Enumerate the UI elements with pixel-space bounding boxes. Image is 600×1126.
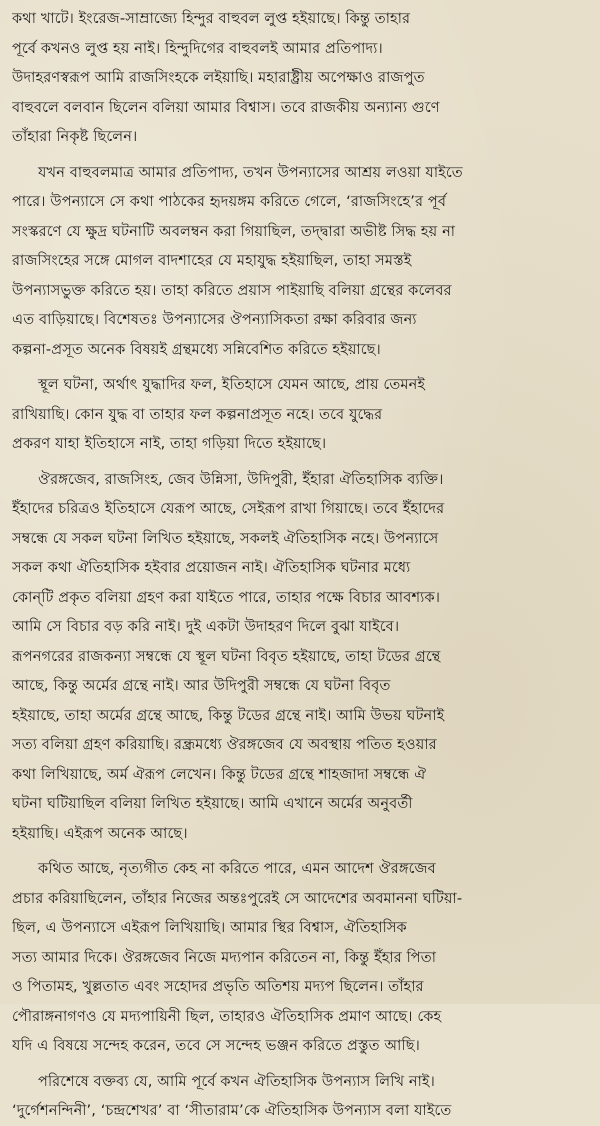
text-line: ছিল, এ উপন্যাসে এইরূপ লিখিয়াছি। আমার স্থির বিশ্বাস, ঐতিহাসিক [12, 919, 407, 936]
paragraph-3 [12, 370, 588, 459]
text-line: যদি এ বিষয়ে সন্দেহ করেন, তবে সে সন্দেহ ভঞ্জন করিতে প্রস্তুত আছি। [12, 1037, 420, 1054]
text-line: ঔরঙ্গজেব, রাজসিংহ, জেব উন্নিসা, উদিপুরী, ইঁহারা ঐতিহাসিক ব্যক্তি। [38, 470, 444, 488]
text-line: আমি সে বিচার বড় করি নাই। দুই একটা উদাহরণ দিলে বুঝা যাইবে। [12, 618, 400, 635]
text-line: যখন বাহুবলমাত্র আমার প্রতিপাদ্য, তখন উপন্যাসের আশ্রয় লওয়া যাইতে [38, 163, 463, 181]
text-line: কথা খাটে। ইংরেজ-সাম্রাজ্যে হিন্দুর বাহুবল লুপ্ত হইয়াছে। কিন্তু তাহার [12, 10, 411, 27]
text-line: রূপনগরের রাজকন্যা সম্বন্ধে যে স্থূল ঘটনা বিবৃত হইয়াছে, তাহা টডের গ্রন্থে [12, 647, 441, 665]
text-line: কোন্‌টি প্রকৃত বলিয়া গ্রহণ করা যাইতে পারে, তাহার পক্ষে বিচার আবশ্যক। [12, 588, 441, 606]
text-line: পরিশেষে বক্তব্য যে, আমি পূর্বে কখন ঐতিহাসিক উপন্যাস লিখি নাই। [38, 1072, 435, 1090]
paragraph-2 [12, 158, 588, 365]
text-line: প্রকরণ যাহা ইতিহাসে নাই, তাহা গড়িয়া দিতে হইয়াছে। [12, 435, 327, 452]
text-line: কথিত আছে, নৃত্যগীত কেহ না করিতে পারে, এমন আদেশ ঔরঙ্গজেব [38, 860, 436, 877]
text-line: কল্পনা-প্রসূত অনেক বিষয়ই গ্রন্থমধ্যে সন্নিবেশিত করিতে হইয়াছে। [12, 340, 381, 358]
text-line: বাহুবলে বলবান ছিলেন বলিয়া আমার বিশ্বাস। তবে রাজকীয় অন্যান্য গুণে [12, 98, 440, 116]
text-line: পৌরাঙ্গনাগণও যে মদ্যপায়িনী ছিল, তাহারও ঐতিহাসিক প্রমাণ আছে। কেহ [12, 1007, 442, 1025]
text-line: স্থূল ঘটনা, অর্থাৎ যুদ্ধাদির ফল, ইতিহাসে যেমন আছে, প্রায় তেমনই [38, 376, 426, 393]
text-line: কথা লিখিয়াছে, অর্ম ঐরূপ লেখেন। কিন্তু টডের গ্রন্থে শাহজাদা সম্বন্ধে ঐ [12, 765, 427, 783]
text-line: পারে। উপন্যাসে সে কথা পাঠকের হৃদয়ঙ্গম করিতে গেলে, ‘রাজসিংহে’র পূর্ব [12, 193, 447, 210]
text-line: আছে, কিন্তু অর্মের গ্রন্থে নাই। আর উদিপুরী সম্বন্ধে যে ঘটনা বিবৃত [12, 677, 391, 694]
text-line: সত্য আমার দিকে। ঔরঙ্গজেব নিজে মদ্যপান করিতেন না, কিন্তু ইঁহার পিতা [12, 948, 437, 966]
text-line: হইয়াছি। এইরূপ অনেক আছে। [12, 824, 188, 842]
text-line: পূর্বে কখনও লুপ্ত হয় নাই। হিন্দুদিগের বাহুবলই আমার প্রতিপাদ্য। [12, 39, 383, 57]
paragraph-5 [12, 854, 588, 1061]
text-line: রাজসিংহের সঙ্গে মোগল বাদশাহের যে মহাযুদ্ধ হইয়াছিল, তাহা সমস্তই [12, 252, 412, 269]
text-line: ঘটনা ঘটিয়াছিল বলিয়া লিখিত হইয়াছে। আমি এখানে অর্মের অনুবর্তী [12, 795, 413, 812]
paragraph-4 [12, 465, 588, 849]
text-line: সংস্করণে যে ক্ষুদ্র ঘটনাটি অবলম্বন করা গিয়াছিল, তদ্দ্বারা অভীষ্ট সিদ্ধ হয় না [12, 222, 456, 240]
text-line: রাখিয়াছি। কোন যুদ্ধ বা তাহার ফল কল্পনাপ্রসূত নহে। তবে যুদ্ধের [12, 405, 383, 423]
paragraph-1 [12, 4, 588, 152]
text-line: সকল কথা ঐতিহাসিক হইবার প্রয়োজন নাই। ঐতিহাসিক ঘটনার মধ্যে [12, 559, 411, 576]
text-line: তাঁহারা নিকৃষ্ট ছিলেন। [12, 128, 138, 145]
text-line: ‘দুর্গেশনন্দিনী’, ‘চন্দ্রশেখর’ বা ‘সীতারাম’কে ঐতিহাসিক উপন্যাস বলা যাইতে [12, 1102, 452, 1119]
text-line: উদাহরণস্বরূপ আমি রাজসিংহকে লইয়াছি। মহারাষ্ট্রীয় অপেক্ষাও রাজপুত [12, 69, 425, 86]
text-line: হইয়াছে, তাহা অর্মের গ্রন্থে আছে, কিন্তু টডের গ্রন্থে নাই। আমি উভয় ঘটনাই [12, 706, 445, 724]
text-line: উপন্যাসভুক্ত করিতে হয়। তাহা করিতে প্রয়াস পাইয়াছি বলিয়া গ্রন্থের কলেবর [12, 281, 452, 299]
text-line: প্রচার করিয়াছিলেন, তাঁহার নিজের অন্তঃপুরেই সে আদেশের অবমাননা ঘটিয়া- [12, 889, 463, 907]
text-line: সত্য বলিয়া গ্রহণ করিয়াছি। রন্ধ্রমধ্যে ঔরঙ্গজেব যে অবস্থায় পতিত হওয়ার [12, 736, 437, 753]
text-line: এত বাড়িয়াছে। বিশেষতঃ উপন্যাসের ঔপন্যাসিকতা রক্ষা করিবার জন্য [12, 311, 417, 328]
text-line: ও পিতামহ, খুল্লতাত এবং সহোদর প্রভৃতি অতিশয় মদ্যপ ছিলেন। তাঁহার [12, 978, 424, 995]
text-line: ইঁহাদের চরিত্রও ইতিহাসে যেরূপ আছে, সেইরূপ রাখা গিয়াছে। তবে ইঁহাদের [12, 500, 445, 517]
paragraph-6 [12, 1067, 588, 1126]
text-line: সম্বন্ধে যে সকল ঘটনা লিখিত হইয়াছে, সকলই ঐতিহাসিক নহে। উপন্যাসে [12, 529, 439, 547]
